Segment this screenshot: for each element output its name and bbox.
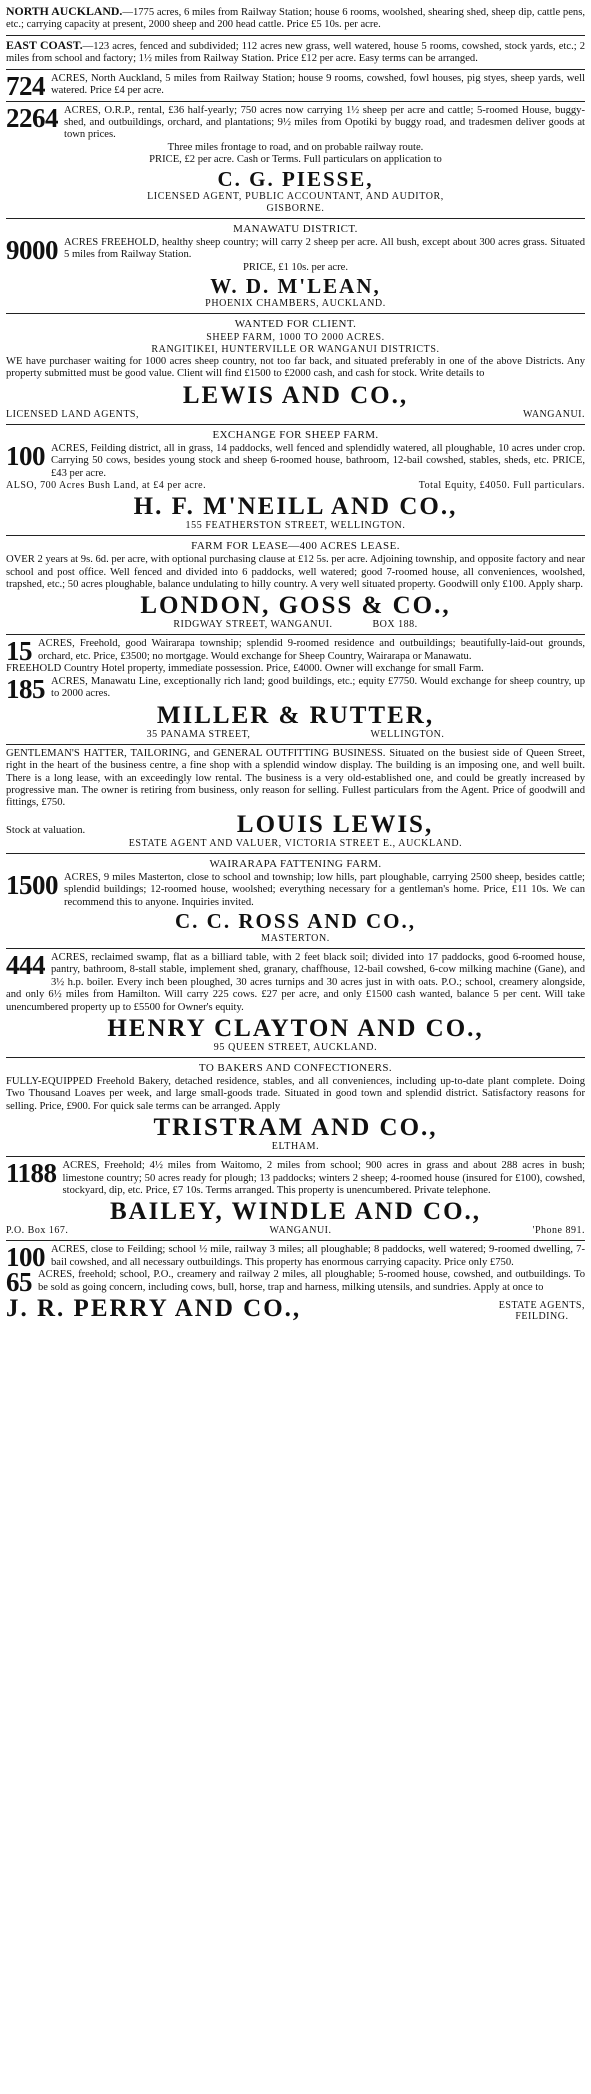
ad-miller-rutter [6, 636, 585, 744]
ad-body: ACRES, 9 miles Masterton, close to school and township; low hills, part ploughable, carrying 2500 sheep, besides cattle; splendid buildings; 12-roomed house, woolshed; everything necessary for a gentleman's home. Price, £11 10s. We can recommend this to anyone. Inquiries invited. [64, 871, 585, 908]
ad-subheader: SHEEP FARM, 1000 TO 2000 ACRES. [206, 332, 385, 344]
ad-body: —1775 acres, 6 miles from Railway Station; house 6 rooms, woolshed, shearing shed, sheep dip, cattle pens, etc.; carrying capacity at present, 2000 sheep and 200 head cattle. Price £5 10s. per acre. [6, 7, 585, 31]
ad-stock-note: Stock at valuation. [6, 825, 86, 837]
ad-body: —123 acres, fenced and subdivided; 112 acres new grass, well watered, house 5 rooms, cowshed, stock yards, etc.; 2 miles from school and factory; 1½ miles from Railway Station. Price £12 per acre. Easy terms can be arranged. [6, 40, 585, 65]
ad-body: GENTLEMAN'S HATTER, TAILORING, and GENERAL OUTFITTING BUSINESS. Situated on the busiest side of Queen Street, right in the heart of the business centre, a fine shop with a splendid window display. The building is an imposing one, and well built. There is a long lease, with an exceedingly low rental. The business is a very old-established one, and could be greatly increased by progressive man. The owner is retiring from business, only reason for selling. Fullest particulars from the Agent. Price of goodwill and fittings, £750. [6, 747, 585, 809]
ad-wairarapa-fattening-farm [6, 855, 585, 949]
agent-name: MILLER & RUTTER, [156, 701, 435, 729]
ad-444-acres [6, 950, 585, 1058]
ad-body: ACRES, close to Feilding; school ½ mile, railway 3 miles; all ploughable; 8 paddocks, well watered; 9-roomed dwelling, 7-bail cowshed, and all necessary outbuildings. This property has enormous carrying capacity. Price only £750. [51, 1244, 585, 1268]
agent-address: RIDGWAY STREET, WANGANUI. [173, 619, 333, 631]
ad-body: ACRES, freehold; school, P.O., creamery and railway 2 miles, all ploughable; 5-roomed house, cowshed, and outbuildings. To be sold as going concern, including cows, bull, horse, trap and harness, milking utensils, and sundries. Apply at once to [38, 1269, 585, 1293]
ad-exchange-sheep-farm [6, 426, 585, 536]
ad-price: PRICE, £1 10s. per acre. [242, 261, 349, 273]
ad-north-auckland [6, 3, 585, 36]
agent-role: ESTATE AGENTS, [498, 1300, 585, 1312]
agent-name: C. G. PIESSE, [217, 166, 374, 191]
agent-role: LICENSED AGENT, PUBLIC ACCOUNTANT, AND AUDITOR, [147, 190, 444, 202]
agent-place: WELLINGTON. [370, 728, 445, 740]
ad-outfitting-business [6, 746, 585, 854]
ad-subheader: RANGITIKEI, HUNTERVILLE OR WANGANUI DISTRICTS. [151, 344, 440, 356]
agent-address: 95 QUEEN STREET, AUCKLAND. [213, 1042, 378, 1053]
ad-wanted-for-client [6, 315, 585, 425]
agent-place: FEILDING. [515, 1311, 569, 1323]
agent-name: LEWIS AND CO., [182, 381, 409, 409]
ad-header: EXCHANGE FOR SHEEP FARM. [212, 428, 379, 441]
ad-body: ACRES, Freehold; 4½ miles from Waitomo, 2 miles from school; 900 acres in grass and about 288 acres in bush; limestone country; 50 acres ready for plough; 13 paddocks; winters 2 sheep; 4-roomed house (insured for £100), cowshed, stockyard, dip, etc. Price, £7 10s. Terms arranged. This property is unencumbered. Private telephone. [62, 1160, 585, 1197]
ad-body: ACRES, Freehold, good Wairarapa township; splendid 9-roomed residence and outbuildings; beautifully-laid-out grounds, orchard, etc. Price, £3500; no mortgage. Would exchange for Sheep Country, Wairarapa or Manawatu. [38, 638, 585, 662]
agent-box: BOX 188. [372, 619, 418, 631]
agent-name: BAILEY, WINDLE AND CO., [109, 1198, 482, 1226]
agent-box: P.O. Box 167. [6, 1225, 69, 1237]
agent-place: MASTERTON. [261, 932, 330, 944]
acreage-number: 65 [6, 1267, 32, 1298]
ad-body: ACRES, Feilding district, all in grass, 14 paddocks, well fenced and splendidly watered, all ploughable, 10 acres under crop. Carrying 50 cows, besides young stock and sheep 6-roomed house, bathroom, 12-bail cowshed, stables, sheds, etc. PRICE, £43 per acre. [51, 442, 585, 479]
ad-lead: NORTH AUCKLAND. [6, 4, 123, 18]
acreage-number: 9000 [6, 234, 58, 265]
ad-body: FREEHOLD Country Hotel property, immediate possession. Price, £4000. Owner will exchange for small Farm. [6, 663, 484, 675]
ad-body: WE have purchaser waiting for 1000 acres sheep country, not too far back, and situated preferably in one of the above Districts. Any property submitted must be good value. Client will find £1500 to £2000 cash, and cash for stock. Write details to [6, 356, 585, 380]
agent-name: W. D. M'LEAN, [210, 274, 381, 299]
agent-place: GISBORNE. [266, 202, 325, 214]
ad-header: MANAWATU DISTRICT. [233, 222, 358, 235]
ad-east-coast [6, 37, 585, 70]
ad-body: ACRES, Manawatu Line, exceptionally rich land; good buildings, etc.; equity £7750. Would exchange for sheep country, up to 2000 acres. [51, 675, 585, 700]
ad-bakers-confectioners [6, 1059, 585, 1157]
ad-header: FARM FOR LEASE—400 ACRES LEASE. [191, 540, 400, 553]
ad-header: WANTED FOR CLIENT. [234, 318, 357, 331]
agent-address: ESTATE AGENT AND VALUER, VICTORIA STREET E., AUCKLAND. [128, 837, 463, 849]
agent-place: ELTHAM. [271, 1141, 320, 1153]
ad-manawatu-district [6, 220, 585, 314]
agent-address: PHOENIX CHAMBERS, AUCKLAND. [205, 298, 386, 310]
ad-equity: Total Equity, £4050. Full particulars. [418, 480, 585, 492]
ad-body: ACRES, North Auckland, 5 miles from Railway Station; house 9 rooms, cowshed, fowl houses, pig styes, sheep yards, well watered. Price £4 per acre. [51, 72, 585, 97]
acreage-number: 100 [6, 440, 45, 471]
acreage-number: 444 [6, 949, 45, 980]
ad-724-acres [6, 71, 585, 102]
agent-role: LICENSED LAND AGENTS, [6, 408, 139, 420]
agent-name: C. C. ROSS AND CO., [174, 908, 417, 933]
ad-body: ACRES, reclaimed swamp, flat as a billiard table, with 2 feet black soil; divided into 17 paddocks, good 6-roomed house, pantry, bathroom, 8-stall stable, implement shed, granary, chaffhouse, 12-bail cowshed, 6-cow milking machine (Gane), and 3½ h.p. boiler. Every inch been ploughed, 30 acres turnips and 30 acres just in with oats. P.O.; school, creamery alongside, and only 6½ miles from Hamilton. Will carry 225 cows. £27 per acre, and only £1500 cash wanted, balance 5 per cent. Will take unencumbered property up to £5500 for Owner's equity. [6, 951, 585, 1013]
ad-2264-acres [6, 103, 585, 219]
agent-name: LONDON, GOSS & CO., [140, 592, 451, 620]
acreage-number: 1188 [6, 1158, 57, 1189]
ad-body: FULLY-EQUIPPED Freehold Bakery, detached residence, stables, and all conveniences, including up-to-date plant complete. Doing Two Thousand Loaves per week, and large small-goods trade. Situated in good town and splendid district. Satisfactory reasons for selling. Price, £900. For quick sale terms can be arranged. Apply [6, 1076, 585, 1112]
agent-place: WANGANUI. [523, 408, 585, 420]
ad-lead: EAST COAST. [6, 37, 83, 52]
ad-note: Three miles frontage to road, and on probable railway route. [167, 141, 424, 153]
acreage-number: 724 [6, 70, 45, 101]
ad-extra: ALSO, 700 Acres Bush Land, at £4 per acre. [6, 480, 207, 492]
agent-name: LOUIS LEWIS, [236, 810, 434, 838]
agent-address: 155 FEATHERSTON STREET, WELLINGTON. [185, 520, 406, 532]
ad-body: ACRES, O.R.P., rental, £36 half-yearly; 750 acres now carrying 1½ sheep per acre and cattle; 5-roomed House, buggy-shed, and outbuildings, orchard, and plantations; 9½ miles from Opotiki by buggy road, and tradesmen deliver goods at town prices. [64, 104, 585, 141]
ad-body: OVER 2 years at 9s. 6d. per acre, with optional purchasing clause at £12 5s. per acre. Adjoining township, and opposite factory and near school and post office. Well fenced and divided into 6 paddocks, well watered; good 7-roomed house, all conveniences, woolshed, trapshed, etc.; 50 acres ploughable, balance undulating to hilly country. A very well situated property. Goodwill only £100. Apply sharp. [6, 554, 585, 590]
ad-header: TO BAKERS AND CONFECTIONERS. [198, 1062, 393, 1074]
agent-name: H. F. M'NEILL AND CO., [133, 493, 458, 521]
agent-name: HENRY CLAYTON AND CO., [107, 1015, 484, 1042]
acreage-number: 185 [6, 673, 45, 704]
acreage-number: 2264 [6, 102, 58, 133]
ad-1188-acres [6, 1158, 585, 1241]
acreage-number: 1500 [6, 869, 58, 900]
agent-address: 35 PANAMA STREET, [146, 728, 251, 740]
agent-name: TRISTRAM AND CO., [153, 1114, 438, 1142]
acreage-number: 100 [6, 1242, 45, 1273]
ad-perry-feilding [6, 1242, 585, 1325]
acreage-number: 15 [6, 636, 32, 667]
ad-header: WAIRARAPA FATTENING FARM. [209, 857, 382, 870]
agent-place: WANGANUI. [269, 1225, 332, 1237]
ad-farm-for-lease [6, 537, 585, 635]
ad-body: ACRES FREEHOLD, healthy sheep country; will carry 2 sheep per acre. All bush, except about 300 acres grass. Situated 5 miles from Railway Station. [64, 236, 585, 261]
ad-price: PRICE, £2 per acre. Cash or Terms. Full particulars on application to [149, 154, 442, 166]
agent-phone: 'Phone 891. [532, 1225, 585, 1237]
agent-name: J. R. PERRY AND CO., [6, 1295, 302, 1323]
